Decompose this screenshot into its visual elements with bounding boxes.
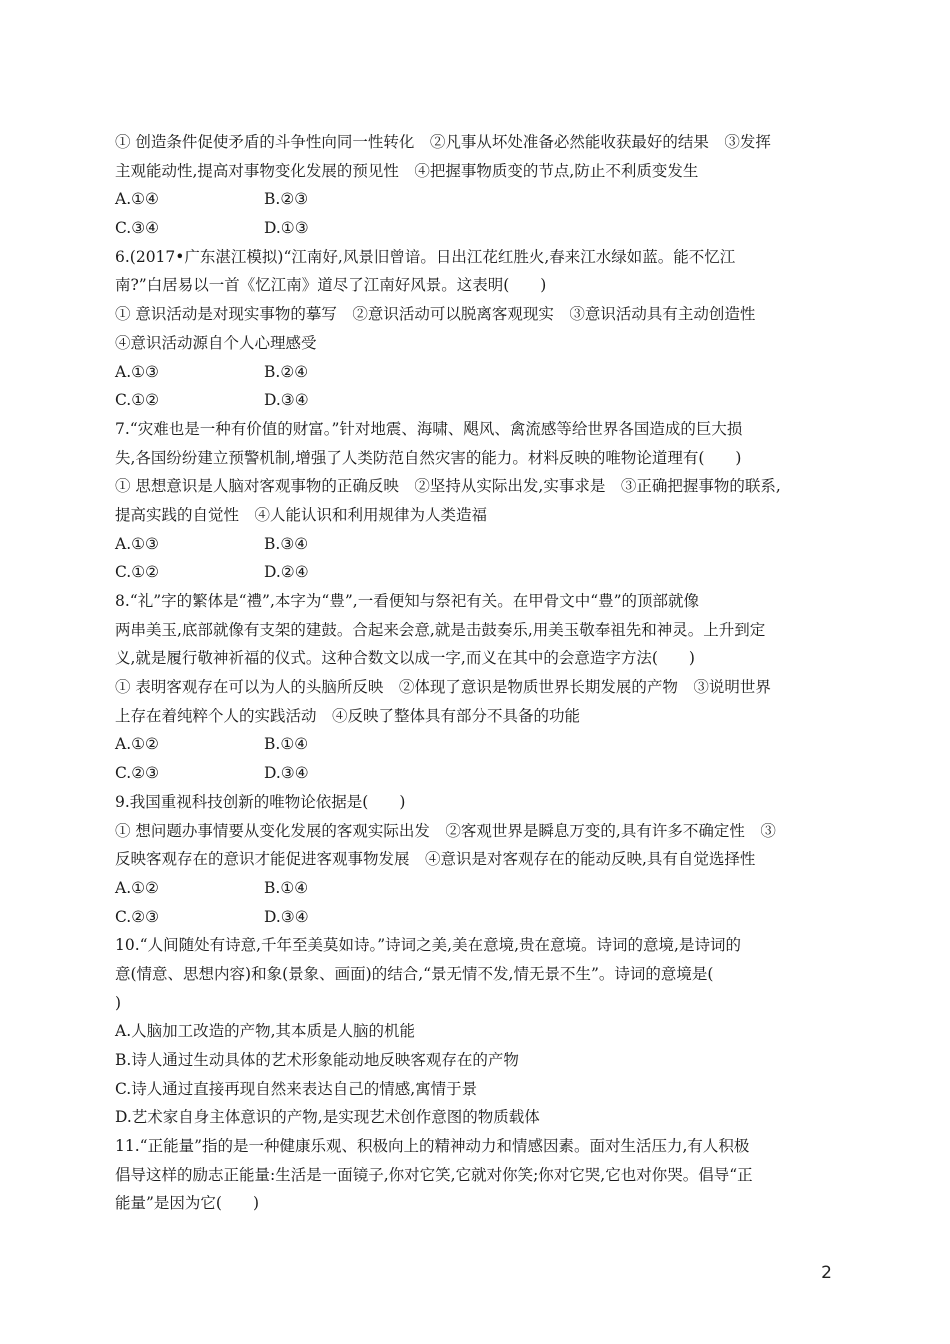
question-stem-line: 倡导这样的励志正能量:生活是一面镜子,你对它笑,它就对你笑;你对它哭,它也对你哭。倡导“正 [115, 1165, 753, 1184]
statement-line: ① 想问题办事情要从变化发展的客观实际出发 ②客观世界是瞬息万变的,具有许多不确定性 ③ [115, 821, 776, 840]
option-d: D.①③ [264, 219, 309, 238]
option-c: C.①② [115, 563, 160, 582]
option-a: A.①③ [115, 362, 159, 381]
question-stem-line: 9.我国重视科技创新的唯物论依据是( ) [115, 792, 406, 811]
question-10 [115, 931, 840, 1132]
option-d: D.③④ [264, 907, 309, 926]
question-stem-line: ) [115, 993, 122, 1012]
document-page [115, 128, 840, 1218]
option-d: D.③④ [264, 391, 309, 410]
question-stem-line: 失,各国纷纷建立预警机制,增强了人类防范自然灾害的能力。材料反映的唯物论道理有( ) [115, 448, 742, 467]
option-a: A.①④ [115, 190, 159, 209]
question-stem-line: 南?”白居易以一首《忆江南》道尽了江南好风景。这表明( ) [115, 276, 547, 295]
option-b: B.②③ [264, 190, 309, 209]
option-row [115, 530, 840, 559]
option-a: A.①② [115, 735, 159, 754]
statement-line: ① 创造条件促使矛盾的斗争性向同一性转化 ②凡事从坏处准备必然能收获最好的结果 ③发挥 [115, 133, 771, 151]
option-row [115, 358, 840, 387]
statement-line: 上存在着纯粹个人的实践活动 ④反映了整体具有部分不具备的功能 [115, 706, 581, 725]
page-number: 2 [821, 1263, 832, 1283]
option-row [115, 386, 840, 415]
question-9 [115, 788, 840, 931]
choice-c: C.诗人通过直接再现自然来表达自己的情感,寓情于景 [115, 1079, 478, 1098]
choice-d: D.艺术家自身主体意识的产物,是实现艺术创作意图的物质载体 [115, 1108, 540, 1127]
option-b: B.③④ [264, 534, 309, 553]
option-c: C.①② [115, 391, 160, 410]
option-c: C.②③ [115, 907, 160, 926]
question-stem-line: 7.“灾难也是一种有价值的财富。”针对地震、海啸、飓风、禽流感等给世界各国造成的巨大损 [115, 419, 743, 438]
question-8 [115, 587, 840, 788]
option-b: B.①④ [264, 735, 309, 754]
option-row [115, 759, 840, 788]
question-11 [115, 1132, 840, 1218]
question-stem-line: 6.(2017•广东湛江模拟)“江南好,风景旧曾谙。日出江花红胜火,春来江水绿如蓝。能不忆江 [115, 247, 736, 266]
question-5 [115, 128, 840, 243]
option-a: A.①② [115, 878, 159, 897]
option-c: C.③④ [115, 219, 160, 238]
question-7 [115, 415, 840, 587]
option-b: B.②④ [264, 362, 309, 381]
statement-line: ④意识活动源自个人心理感受 [115, 333, 317, 352]
statement-line: 提高实践的自觉性 ④人能认识和利用规律为人类造福 [115, 505, 488, 524]
option-row [115, 185, 840, 214]
choice-b: B.诗人通过生动具体的艺术形象能动地反映客观存在的产物 [115, 1051, 519, 1069]
statement-line: 反映客观存在的意识才能促进客观事物发展 ④意识是对客观存在的能动反映,具有自觉选择性 [115, 850, 756, 869]
option-d: D.③④ [264, 764, 309, 783]
question-6 [115, 243, 840, 415]
option-row [115, 730, 840, 759]
choice-a: A.人脑加工改造的产物,其本质是人脑的机能 [115, 1022, 416, 1041]
statement-line: 主观能动性,提高对事物变化发展的预见性 ④把握事物质变的节点,防止不利质变发生 [115, 161, 699, 180]
question-stem-line: 8.“礼”字的繁体是“禮”,本字为“豊”,一看便知与祭祀有关。在甲骨文中“豊”的顶部就像 [115, 592, 700, 610]
option-a: A.①③ [115, 534, 159, 553]
question-stem-line: 11.“正能量”指的是一种健康乐观、积极向上的精神动力和情感因素。面对生活压力,有人积极 [115, 1137, 750, 1156]
statement-line: ① 意识活动是对现实事物的摹写 ②意识活动可以脱离客观现实 ③意识活动具有主动创造性 [115, 305, 756, 324]
option-row [115, 214, 840, 243]
option-row [115, 874, 840, 903]
question-stem-line: 两串美玉,底部就像有支架的建鼓。合起来会意,就是击鼓奏乐,用美玉敬奉祖先和神灵。上升到定 [115, 620, 766, 639]
option-d: D.②④ [264, 563, 309, 582]
option-c: C.②③ [115, 764, 160, 783]
option-b: B.①④ [264, 878, 309, 897]
question-stem-line: 10.“人间随处有诗意,千年至美莫如诗。”诗词之美,美在意境,贵在意境。诗词的意境,是诗词的 [115, 936, 741, 955]
option-row [115, 558, 840, 587]
question-stem-line: 义,就是履行敬神祈福的仪式。这种合数文以成一字,而义在其中的会意造字方法( ) [115, 649, 695, 668]
question-stem-line: 能量”是因为它( ) [115, 1194, 260, 1213]
statement-line: ① 表明客观存在可以为人的头脑所反映 ②体现了意识是物质世界长期发展的产物 ③说明世界 [115, 678, 771, 697]
statement-line: ① 思想意识是人脑对客观事物的正确反映 ②坚持从实际出发,实事求是 ③正确把握事物的联系, [115, 477, 781, 496]
option-row [115, 903, 840, 932]
question-stem-line: 意(情意、思想内容)和象(景象、画面)的结合,“景无情不发,情无景不生”。诗词的意境是( [115, 964, 714, 983]
